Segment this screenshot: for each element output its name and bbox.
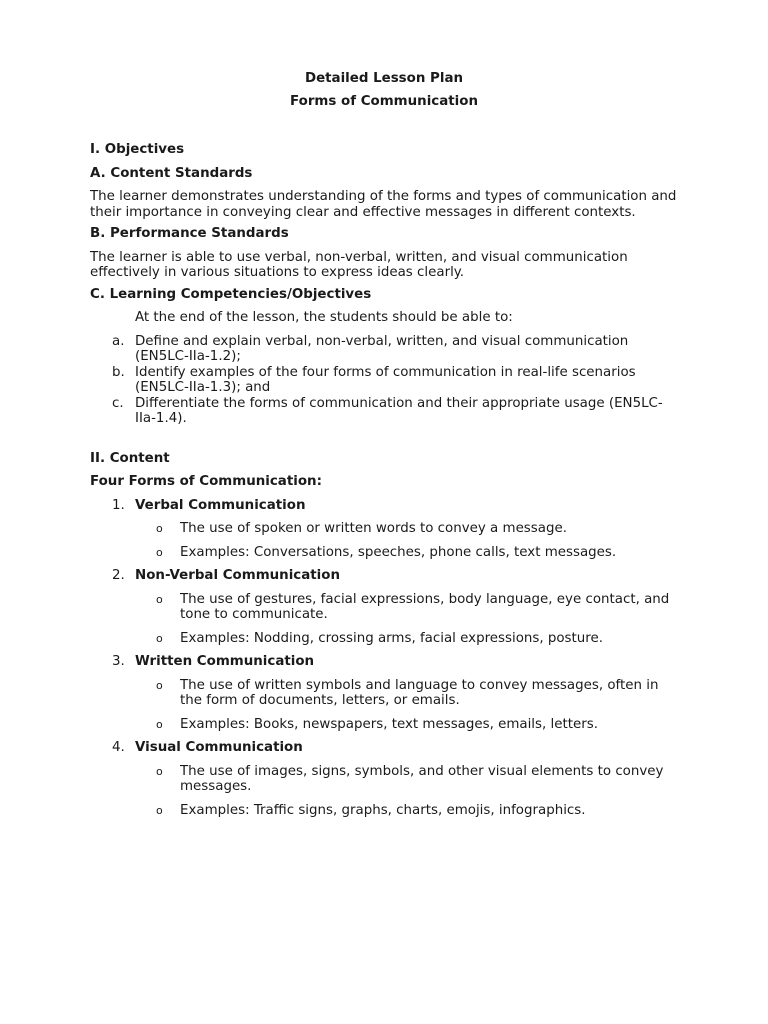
competency-text: Differentiate the forms of communication and their appropriate usage (EN5LC-IIa-1.4). bbox=[135, 395, 663, 426]
point-text: Examples: Nodding, crossing arms, facial expressions, posture. bbox=[180, 630, 603, 646]
form-title: Written Communication bbox=[135, 654, 315, 669]
point-text: Examples: Conversations, speeches, phone calls, text messages. bbox=[180, 544, 617, 560]
form-section-non-verbal bbox=[90, 568, 680, 646]
document-title: Detailed Lesson Plan bbox=[304, 71, 464, 86]
competency-item bbox=[90, 334, 680, 365]
point-text: The use of images, signs, symbols, and other visual elements to convey messages. bbox=[180, 763, 664, 794]
content-standards-text: The learner demonstrates understanding of the forms and types of communication and their importance in conveying clear and effective messages in different contexts. bbox=[90, 189, 677, 220]
form-section-visual bbox=[90, 740, 680, 818]
form-points bbox=[90, 678, 680, 733]
list-item bbox=[90, 521, 680, 537]
competency-item bbox=[90, 396, 680, 427]
objectives-heading: I. Objectives bbox=[90, 142, 185, 157]
point-text: Examples: Traffic signs, graphs, charts, emojis, infographics. bbox=[180, 802, 586, 818]
competency-text: Define and explain verbal, non-verbal, written, and visual communication (EN5LC-IIa-1.2); bbox=[135, 333, 629, 364]
bullet-icon: o bbox=[156, 592, 163, 606]
bullet-icon: o bbox=[156, 522, 163, 535]
list-item bbox=[90, 545, 680, 561]
form-points bbox=[90, 592, 680, 647]
list-marker: c. bbox=[112, 395, 124, 411]
list-item bbox=[90, 678, 680, 709]
list-marker: 1. bbox=[112, 497, 125, 513]
list-marker: 4. bbox=[112, 740, 125, 755]
bullet-icon: o bbox=[156, 545, 163, 559]
form-points bbox=[90, 521, 680, 560]
section-gap bbox=[90, 427, 680, 451]
list-marker: a. bbox=[112, 333, 125, 349]
bullet-icon: o bbox=[156, 678, 163, 692]
point-text: The use of gestures, facial expressions, body language, eye contact, and tone to communicate. bbox=[180, 591, 670, 622]
competency-text: Identify examples of the four forms of communication in real-life scenarios (EN5LC-IIa-1.3); and bbox=[135, 364, 636, 395]
list-item bbox=[90, 764, 680, 795]
list-marker: b. bbox=[112, 364, 125, 380]
point-text: The use of spoken or written words to convey a message. bbox=[180, 521, 567, 536]
competencies-intro: At the end of the lesson, the students should be able to: bbox=[135, 310, 513, 325]
content-standards-heading: A. Content Standards bbox=[90, 165, 253, 181]
form-title: Visual Communication bbox=[135, 740, 303, 755]
point-text: Examples: Books, newspapers, text messages, emails, letters. bbox=[180, 716, 598, 732]
point-text: The use of written symbols and language to convey messages, often in the form of documents, letters, or emails. bbox=[180, 677, 659, 708]
forms-subheading: Four Forms of Communication: bbox=[90, 474, 322, 489]
list-item bbox=[90, 631, 680, 647]
list-item bbox=[90, 803, 680, 819]
form-title: Verbal Communication bbox=[135, 497, 306, 513]
title-block bbox=[0, 71, 768, 117]
form-points bbox=[90, 764, 680, 819]
list-item bbox=[90, 592, 680, 623]
document-body bbox=[90, 142, 680, 826]
bullet-icon: o bbox=[156, 764, 163, 778]
document-subtitle: Forms of Communication bbox=[290, 94, 478, 109]
performance-standards-heading: B. Performance Standards bbox=[90, 226, 289, 241]
bullet-icon: o bbox=[156, 803, 163, 817]
form-section-written bbox=[90, 654, 680, 732]
competency-item bbox=[90, 365, 680, 396]
performance-standards-text: The learner is able to use verbal, non-verbal, written, and visual communication effectively in various situations to express ideas clearly. bbox=[90, 249, 628, 280]
content-heading: II. Content bbox=[90, 450, 170, 466]
list-marker: 2. bbox=[112, 568, 125, 583]
competencies-list bbox=[90, 334, 680, 427]
form-title: Non-Verbal Communication bbox=[135, 568, 340, 583]
list-marker: 3. bbox=[112, 654, 125, 669]
bullet-icon: o bbox=[156, 631, 163, 645]
list-item bbox=[90, 717, 680, 733]
form-section-verbal bbox=[90, 498, 680, 561]
bullet-icon: o bbox=[156, 717, 163, 731]
competencies-heading: C. Learning Competencies/Objectives bbox=[90, 286, 372, 302]
